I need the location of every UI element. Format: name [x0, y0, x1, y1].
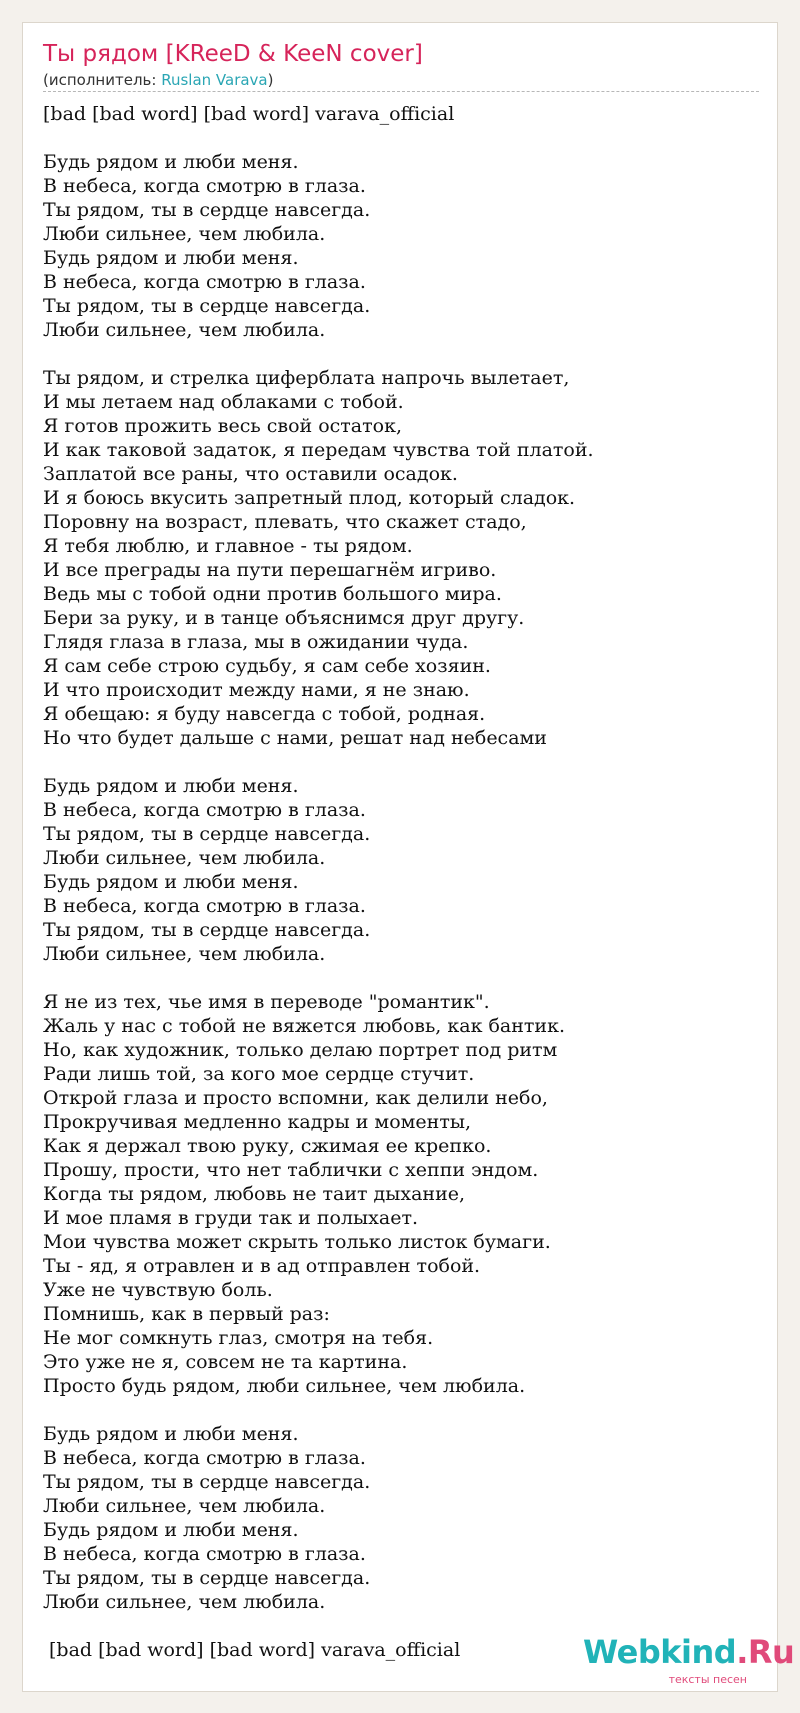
lyrics-line: Люби сильнее, чем любила. — [43, 223, 326, 246]
lyrics-line: Прошу, прости, что нет таблички с хеппи эндом. — [43, 1159, 539, 1182]
lyrics-line: В небеса, когда смотрю в глаза. — [43, 799, 366, 822]
lyrics-line: Когда ты рядом, любовь не таит дыхание, — [43, 1183, 466, 1206]
lyrics-line: Мои чувства может скрыть только листок бумаги. — [43, 1231, 551, 1254]
lyrics-line: Ты рядом, ты в сердце навсегда. — [43, 199, 371, 222]
lyrics-line: Это уже не я, совсем не та картина. — [43, 1351, 408, 1374]
lyrics-line: И все преграды на пути перешагнём игриво. — [43, 559, 497, 582]
lyrics-line: Ты рядом, ты в сердце навсегда. — [43, 823, 371, 846]
lyrics-blank-line — [43, 966, 759, 990]
lyrics-line: [bad [bad word] [bad word] varava_official — [43, 103, 455, 126]
lyrics-line: Помнишь, как в первый раз: — [43, 1303, 330, 1326]
lyrics-line: В небеса, когда смотрю в глаза. — [43, 895, 366, 918]
logo-wordmark — [583, 1633, 793, 1671]
lyrics-line: Уже не чувствую боль. — [43, 1279, 273, 1302]
lyrics-line: Будь рядом и люби меня. — [43, 1519, 299, 1542]
lyrics-footer-line: [bad [bad word] [bad word] varava_official — [49, 1639, 461, 1661]
webkind-logo[interactable] — [583, 1633, 793, 1693]
lyrics-line: Будь рядом и люби меня. — [43, 1423, 299, 1446]
lyrics-line: Будь рядом и люби меня. — [43, 871, 299, 894]
lyrics-line: Я тебя люблю, и главное - ты рядом. — [43, 535, 413, 558]
song-title: Ты рядом [KReeD & KeeN cover] — [43, 41, 423, 67]
lyrics-line: Но что будет дальше с нами, решат над небесами — [43, 727, 547, 750]
lyrics-line: Ты рядом, и стрелка циферблата напрочь вылетает, — [43, 367, 570, 390]
lyrics-line: Я обещаю: я буду навсегда с тобой, родная. — [43, 703, 486, 726]
lyrics-line: Я готов прожить весь свой остаток, — [43, 415, 402, 438]
lyrics-line: И что происходит между нами, я не знаю. — [43, 679, 470, 702]
lyrics-blank-line — [43, 342, 759, 366]
lyrics-line: Как я держал твою руку, сжимая ее крепко. — [43, 1135, 492, 1158]
lyrics-blank-line — [43, 750, 759, 774]
artist-suffix: ) — [267, 71, 274, 90]
lyrics-line: Ты рядом, ты в сердце навсегда. — [43, 1471, 371, 1494]
lyrics-line: Не мог сомкнуть глаз, смотря на тебя. — [43, 1327, 434, 1350]
logo-suffix: .Ru — [736, 1633, 795, 1671]
lyrics-line: В небеса, когда смотрю в глаза. — [43, 175, 366, 198]
artist-line — [43, 71, 759, 89]
lyrics-line: И мы летаем над облаками с тобой. — [43, 391, 404, 414]
logo-main-text: Webkind — [583, 1633, 737, 1671]
lyrics-blank-line — [43, 1398, 759, 1422]
lyrics-line: Открой глаза и просто вспомни, как делили небо, — [43, 1087, 548, 1110]
lyrics-line: Ты - яд, я отравлен и в ад отправлен тобой. — [43, 1255, 481, 1278]
lyrics-line: Люби сильнее, чем любила. — [43, 319, 326, 342]
lyrics-line: Будь рядом и люби меня. — [43, 151, 299, 174]
lyrics-line: Заплатой все раны, что оставили осадок. — [43, 463, 458, 486]
logo-tagline: тексты песен — [668, 1673, 747, 1686]
lyrics-line: Люби сильнее, чем любила. — [43, 1591, 326, 1614]
artist-prefix: (исполнитель: — [43, 71, 162, 90]
lyrics-line: В небеса, когда смотрю в глаза. — [43, 271, 366, 294]
lyrics-line: В небеса, когда смотрю в глаза. — [43, 1447, 366, 1470]
lyrics-line: Люби сильнее, чем любила. — [43, 1495, 326, 1518]
lyrics-line: Будь рядом и люби меня. — [43, 775, 299, 798]
title-separator — [43, 91, 759, 92]
lyrics-line: Ведь мы с тобой одни против большого мира. — [43, 583, 502, 606]
lyrics-line: И мое пламя в груди так и полыхает. — [43, 1207, 418, 1230]
lyrics-line: Жаль у нас с тобой не вяжется любовь, как бантик. — [43, 1015, 566, 1038]
lyrics-line: Бери за руку, и в танце объяснимся друг другу. — [43, 607, 525, 630]
lyrics-line: Глядя глаза в глаза, мы в ожидании чуда. — [43, 631, 469, 654]
lyrics-line: Ты рядом, ты в сердце навсегда. — [43, 1567, 371, 1590]
lyrics-line: И как таковой задаток, я передам чувства той платой. — [43, 439, 594, 462]
lyrics-line: Люби сильнее, чем любила. — [43, 847, 326, 870]
lyrics-line: Люби сильнее, чем любила. — [43, 943, 326, 966]
lyrics-line: И я боюсь вкусить запретный плод, который сладок. — [43, 487, 576, 510]
lyrics-line: Ты рядом, ты в сердце навсегда. — [43, 295, 371, 318]
lyrics-line: Я сам себе строю судьбу, я сам себе хозяин. — [43, 655, 491, 678]
lyrics-card — [22, 22, 795, 1692]
lyrics-content — [43, 41, 759, 1614]
artist-link[interactable]: Ruslan Varava — [161, 71, 268, 90]
lyrics-text — [43, 102, 759, 1614]
lyrics-line: Но, как художник, только делаю портрет под ритм — [43, 1039, 558, 1062]
lyrics-line: Ты рядом, ты в сердце навсегда. — [43, 919, 371, 942]
lyrics-line: Будь рядом и люби меня. — [43, 247, 299, 270]
lyrics-line: В небеса, когда смотрю в глаза. — [43, 1543, 366, 1566]
lyrics-line: Ради лишь той, за кого мое сердце стучит. — [43, 1063, 475, 1086]
lyrics-line: Просто будь рядом, люби сильнее, чем любила. — [43, 1375, 526, 1398]
lyrics-line: Поровну на возраст, плевать, что скажет стадо, — [43, 511, 527, 534]
lyrics-blank-line — [43, 126, 759, 150]
lyrics-line: Прокручивая медленно кадры и моменты, — [43, 1111, 472, 1134]
lyrics-line: Я не из тех, чье имя в переводе "романтик". — [43, 991, 490, 1014]
